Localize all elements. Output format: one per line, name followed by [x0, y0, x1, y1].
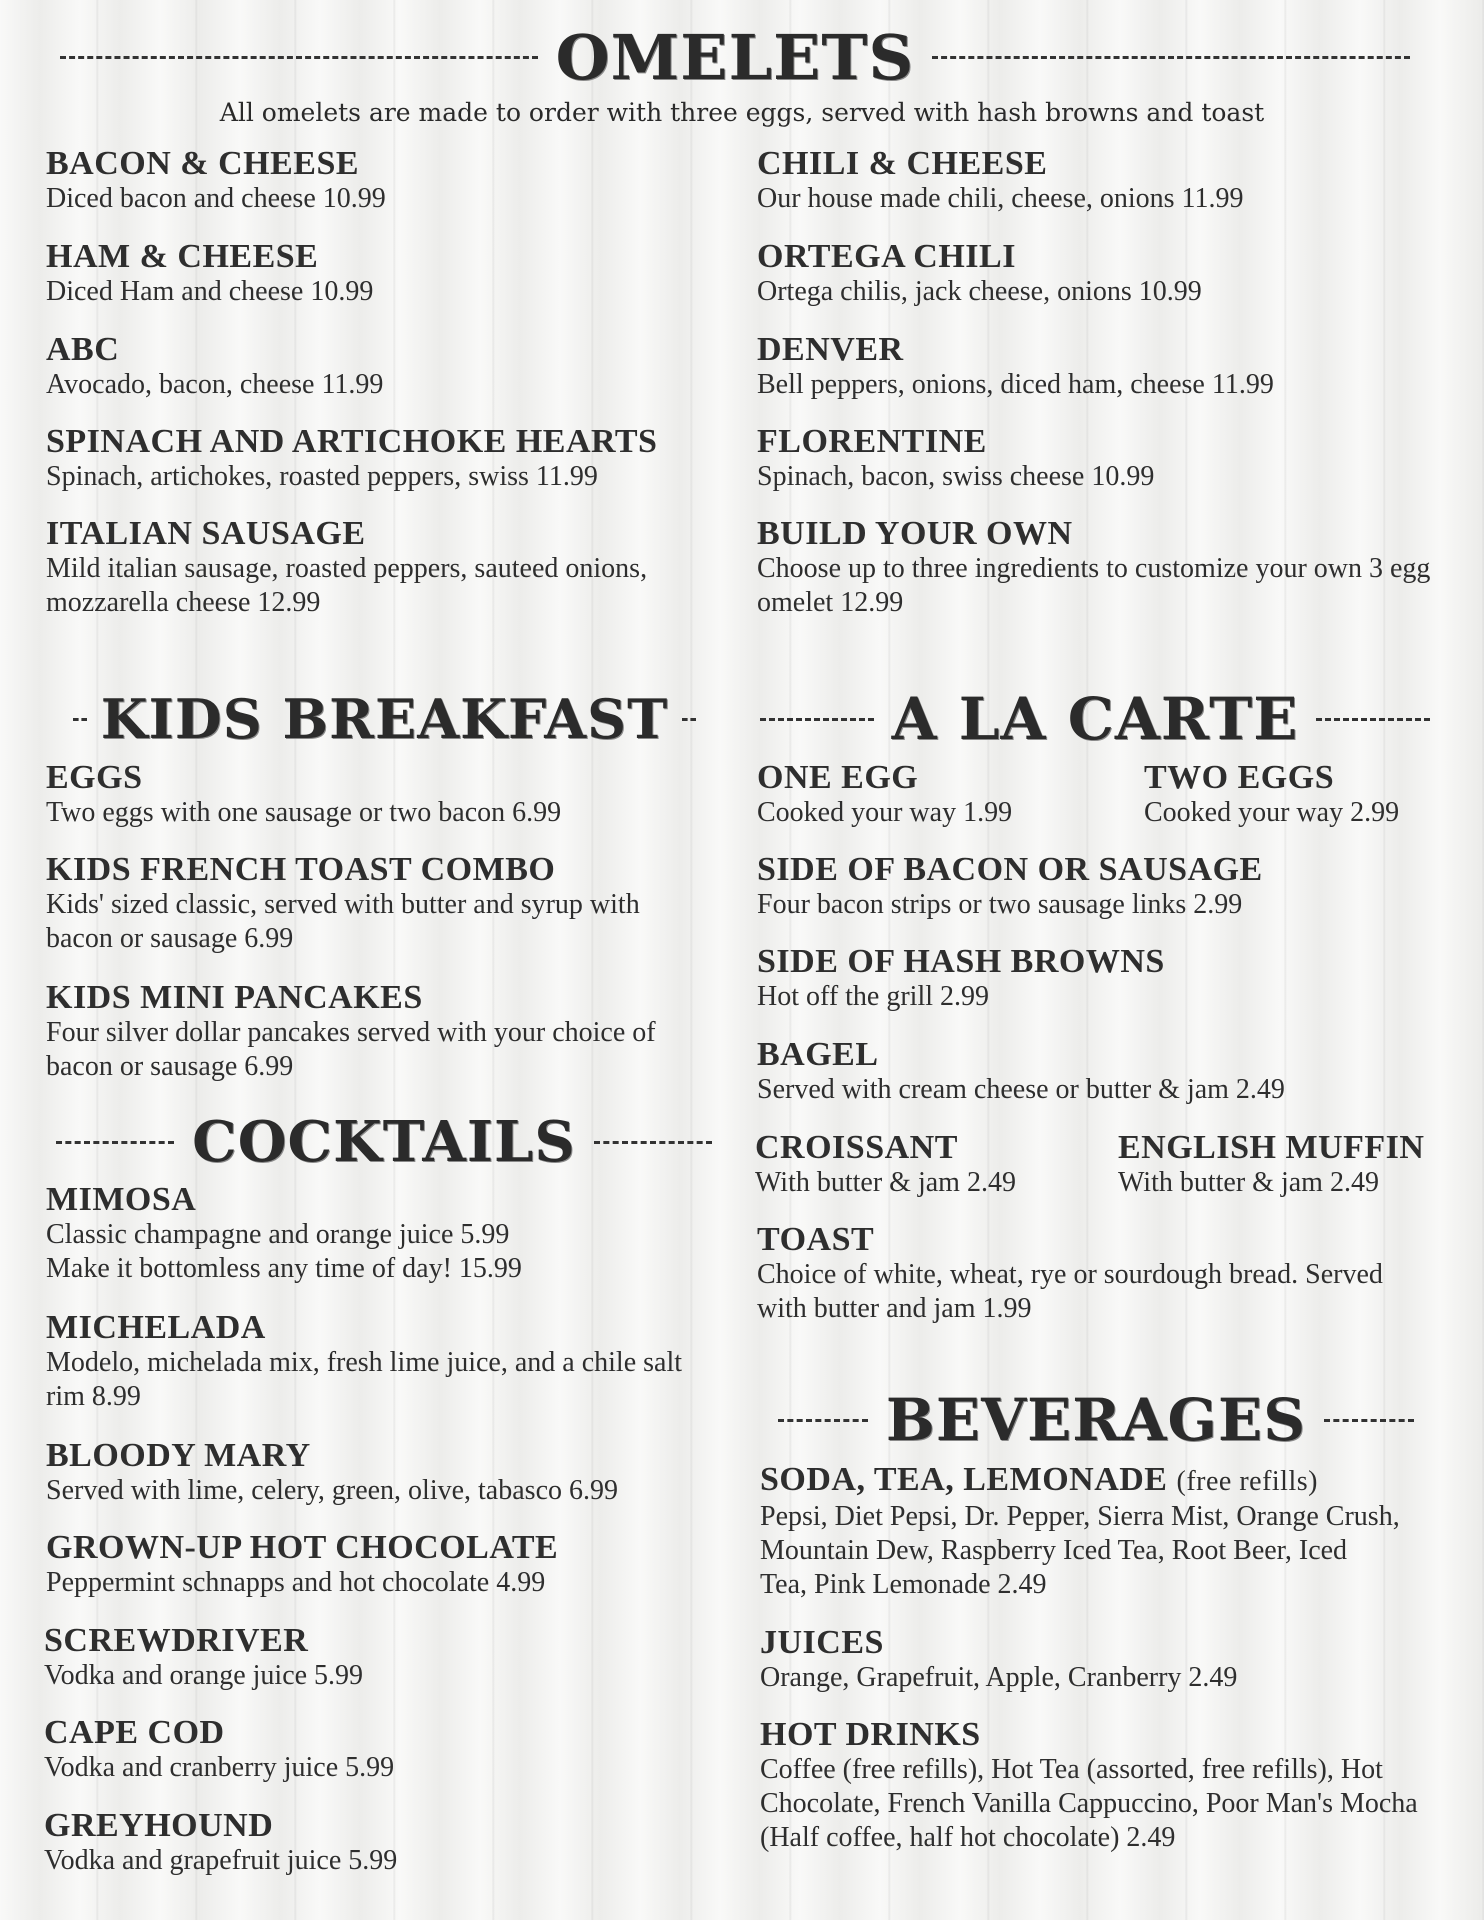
item-name: DENVER [757, 331, 904, 368]
item-name: CAPE COD [44, 1714, 225, 1751]
menu-item [1118, 1130, 1468, 1200]
item-name: CHILI & CHEESE [757, 145, 1048, 182]
free-refills-note: (free refills) [1176, 1466, 1318, 1497]
menu-item [757, 424, 1457, 494]
item-desc: Cooked your way 1.99 [757, 797, 1013, 828]
item-name: HOT DRINKS [760, 1716, 981, 1753]
divider [1324, 1419, 1414, 1422]
beverages-header [778, 1384, 1414, 1456]
menu-item [46, 1310, 696, 1414]
menu-item [46, 1530, 736, 1600]
item-name [760, 1462, 1400, 1500]
item-name: FLORENTINE [757, 423, 987, 460]
item-name: BUILD YOUR OWN [757, 515, 1073, 552]
divider [60, 56, 538, 59]
cocktails-header [56, 1106, 712, 1178]
omelets-intro: All omelets are made to order with three eggs, served with hash browns and toast [219, 98, 1265, 127]
menu-item [46, 424, 746, 494]
item-desc: Diced bacon and cheese 10.99 [46, 183, 386, 214]
item-name-text: SODA, TEA, LEMONADE [760, 1461, 1168, 1498]
item-desc: Pepsi, Diet Pepsi, Dr. Pepper, Sierra Mist, Orange Crush, Mountain Dew, Raspberry Iced Tea, Root Beer, Iced Tea, Pink Lemonade 2.49 [760, 1501, 1400, 1600]
menu-item [757, 852, 1457, 922]
menu-item [757, 239, 1457, 309]
divider [73, 718, 87, 721]
item-desc: With butter & jam 2.49 [1118, 1167, 1379, 1198]
menu-item [46, 332, 736, 402]
menu-item [757, 944, 1457, 1014]
menu-item [757, 1222, 1437, 1326]
divider [682, 718, 696, 721]
item-desc-2: Make it bottomless any time of day! 15.99 [46, 1253, 522, 1284]
item-name: CROISSANT [755, 1129, 958, 1166]
menu-item [46, 146, 736, 216]
item-desc: Classic champagne and orange juice 5.99 [46, 1219, 510, 1250]
item-desc: Peppermint schnapps and hot chocolate 4.99 [46, 1567, 546, 1598]
item-name: MICHELADA [46, 1309, 266, 1346]
item-desc: Four silver dollar pancakes served with your choice of bacon or sausage 6.99 [46, 1017, 656, 1082]
item-name: GREYHOUND [44, 1807, 274, 1844]
alacarte-title: A LA CARTE [891, 685, 1299, 753]
menu-item [757, 146, 1457, 216]
item-desc: Our house made chili, cheese, onions 11.99 [757, 183, 1244, 214]
item-desc: Hot off the grill 2.99 [757, 981, 990, 1012]
item-name: MIMOSA [46, 1181, 197, 1218]
item-desc: Coffee (free refills), Hot Tea (assorted, free refills), Hot Chocolate, French Vanilla Cappuccino, Poor Man's Mocha (Half coffee, half hot chocolate) 2.49 [760, 1754, 1418, 1853]
menu-item [760, 1717, 1450, 1855]
item-name: JUICES [760, 1624, 884, 1661]
item-name: EGGS [46, 759, 143, 796]
kids-title: KIDS BREAKFAST [100, 687, 669, 751]
item-name: KIDS FRENCH TOAST COMBO [46, 851, 556, 888]
item-desc: With butter & jam 2.49 [755, 1167, 1016, 1198]
item-desc: Served with lime, celery, green, olive, tabasco 6.99 [46, 1475, 618, 1506]
divider [1316, 718, 1430, 721]
omelets-title: OMELETS [555, 20, 915, 94]
omelets-header [60, 22, 1410, 92]
menu-item [46, 1182, 726, 1286]
menu-item [46, 239, 736, 309]
item-desc: Modelo, michelada mix, fresh lime juice, and a chile salt rim 8.99 [46, 1347, 683, 1412]
menu-item [757, 760, 1117, 830]
divider [778, 1419, 868, 1422]
menu-item [46, 760, 736, 830]
divider [932, 56, 1410, 59]
item-desc: Vodka and cranberry juice 5.99 [44, 1752, 395, 1783]
menu-item [760, 1462, 1400, 1602]
item-name: BLOODY MARY [46, 1437, 311, 1474]
item-desc: Kids' sized classic, served with butter and syrup with bacon or sausage 6.99 [46, 889, 640, 954]
item-name: BACON & CHEESE [46, 145, 360, 182]
item-desc: Served with cream cheese or butter & jam 2.49 [757, 1074, 1285, 1105]
item-name: SPINACH AND ARTICHOKE HEARTS [46, 423, 658, 460]
divider [760, 718, 874, 721]
item-desc: Bell peppers, onions, diced ham, cheese 11.99 [757, 369, 1274, 400]
menu-item [46, 516, 696, 620]
item-desc: Vodka and grapefruit juice 5.99 [44, 1845, 398, 1876]
item-name: SCREWDRIVER [44, 1622, 309, 1659]
item-desc: Choice of white, wheat, rye or sourdough bread. Served with butter and jam 1.99 [757, 1259, 1383, 1324]
beverages-title: BEVERAGES [885, 1386, 1307, 1454]
item-desc: Four bacon strips or two sausage links 2.99 [757, 889, 1243, 920]
menu-item [757, 1037, 1457, 1107]
menu-item [46, 980, 696, 1084]
menu-item [760, 1625, 1440, 1695]
menu-item [757, 332, 1457, 402]
item-desc: Avocado, bacon, cheese 11.99 [46, 369, 384, 400]
item-name: SIDE OF HASH BROWNS [757, 943, 1165, 980]
menu-item [44, 1808, 734, 1878]
item-desc: Mild italian sausage, roasted peppers, sauteed onions, mozzarella cheese 12.99 [46, 553, 648, 618]
item-desc: Vodka and orange juice 5.99 [44, 1660, 364, 1691]
item-name: ENGLISH MUFFIN [1118, 1129, 1425, 1166]
kids-header [52, 682, 717, 756]
item-desc: Cooked your way 2.99 [1144, 797, 1400, 828]
item-name: BAGEL [757, 1036, 879, 1073]
menu-item [755, 1130, 1105, 1200]
item-desc: Spinach, artichokes, roasted peppers, swiss 11.99 [46, 461, 598, 492]
item-name: ITALIAN SAUSAGE [46, 515, 366, 552]
menu-item [757, 516, 1447, 620]
alacarte-header [760, 682, 1430, 756]
item-desc: Orange, Grapefruit, Apple, Cranberry 2.49 [760, 1662, 1238, 1693]
item-name: ONE EGG [757, 759, 919, 796]
item-name: HAM & CHEESE [46, 238, 319, 275]
item-name: ABC [46, 331, 120, 368]
item-name: GROWN-UP HOT CHOCOLATE [46, 1529, 559, 1566]
item-desc: Diced Ham and cheese 10.99 [46, 276, 374, 307]
menu-item [1144, 760, 1464, 830]
item-name: TOAST [757, 1221, 875, 1258]
divider [56, 1141, 174, 1144]
divider [594, 1141, 712, 1144]
item-name: TWO EGGS [1144, 759, 1335, 796]
item-name: ORTEGA CHILI [757, 238, 1016, 275]
menu-item [44, 1715, 734, 1785]
item-name: SIDE OF BACON OR SAUSAGE [757, 851, 1263, 888]
item-desc: Choose up to three ingredients to customize your own 3 egg omelet 12.99 [757, 553, 1431, 618]
item-desc: Ortega chilis, jack cheese, onions 10.99 [757, 276, 1202, 307]
menu-item [44, 1623, 734, 1693]
item-desc: Two eggs with one sausage or two bacon 6.99 [46, 797, 562, 828]
menu-item [46, 1438, 746, 1508]
menu-item [46, 852, 706, 956]
cocktails-title: COCKTAILS [192, 1109, 576, 1175]
item-name: KIDS MINI PANCAKES [46, 979, 423, 1016]
item-desc: Spinach, bacon, swiss cheese 10.99 [757, 461, 1155, 492]
